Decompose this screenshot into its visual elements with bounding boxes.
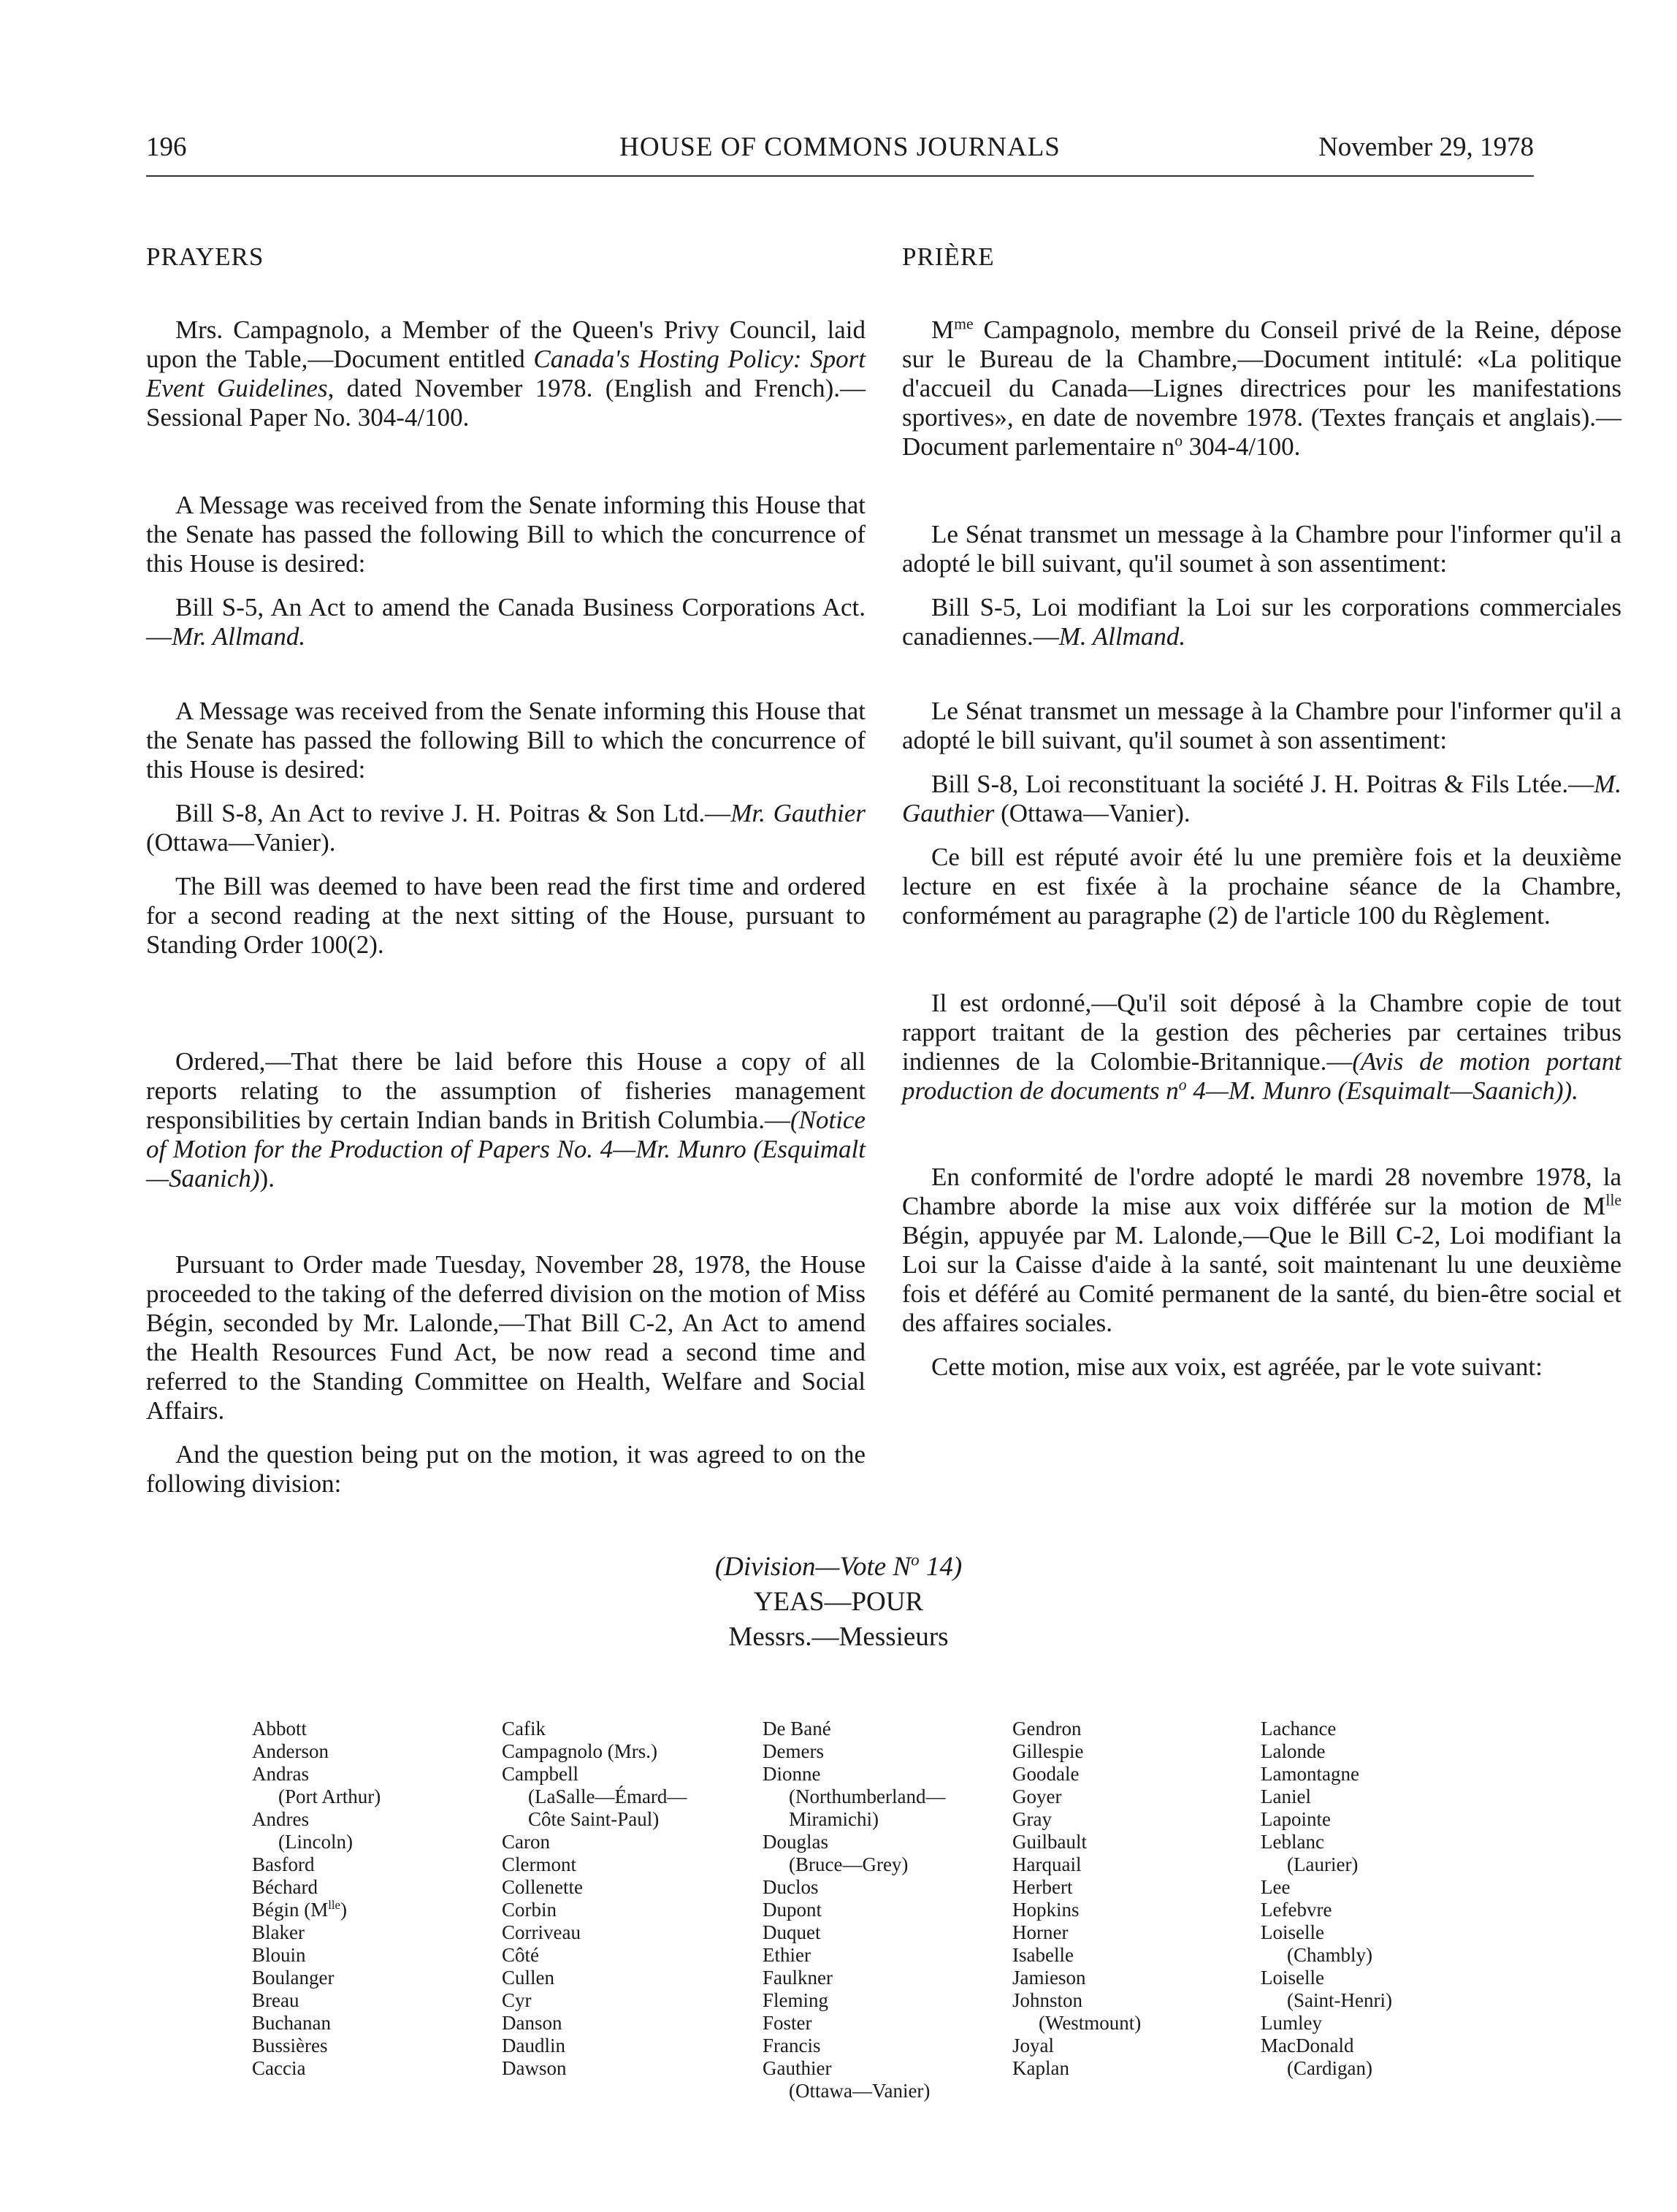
member-name: Laniel: [1261, 1786, 1311, 1807]
member-name: Gendron: [1012, 1718, 1082, 1740]
member-name: Andres: [252, 1808, 309, 1830]
member-riding: (Chambly): [1287, 1944, 1372, 1966]
names-column-3: [763, 1718, 945, 2102]
member-name: Andras: [252, 1763, 309, 1785]
member-name: Horner: [1012, 1921, 1069, 1943]
member-name: Duquet: [763, 1921, 821, 1943]
member-name: Herbert: [1012, 1876, 1073, 1898]
member-name: Goyer: [1012, 1786, 1062, 1807]
member-name: Francis: [763, 2035, 821, 2056]
journal-date: November 29, 1978: [1318, 132, 1534, 162]
english-column: [146, 0, 866, 1499]
member-name: Lapointe: [1261, 1808, 1331, 1830]
member-name: MacDonald: [1261, 2035, 1354, 2056]
member-riding: (Northumberland—: [789, 1786, 946, 1807]
member-name: Caron: [502, 1831, 550, 1853]
paragraph-senate-message-2: A Message was received from the Senate informing this House that the Senate has passed the following Bill to which the concurrence of this House is desired:: [146, 697, 866, 784]
member-riding: Côte Saint-Paul): [528, 1808, 660, 1830]
member-name: Duclos: [763, 1876, 819, 1898]
names-column-5: [1261, 1718, 1392, 2080]
member-name: Lumley: [1261, 2012, 1322, 2034]
member-name: Blouin: [252, 1944, 306, 1966]
member-name: Campbell: [502, 1763, 578, 1785]
member-name: Béchard: [252, 1876, 318, 1898]
member-name: Blaker: [252, 1921, 305, 1943]
member-riding: (Bruce—Grey): [789, 1853, 909, 1875]
page-number: 196: [146, 132, 187, 162]
member-name: Foster: [763, 2012, 812, 2034]
paragraph-bill-repute-lu: Ce bill est réputé avoir été lu une première fois et la deuxième lecture en est fixée à la prochaine séance de la Chambre, conformément au paragraphe (2) de l'article 100 du Règlement.: [902, 843, 1621, 930]
member-name: Gray: [1012, 1808, 1052, 1830]
member-name: Daudlin: [502, 2035, 565, 2056]
member-riding: (Cardigan): [1287, 2057, 1372, 2079]
member-name: Buchanan: [252, 2012, 331, 2034]
member-name: Faulkner: [763, 1967, 833, 1989]
member-name: Anderson: [252, 1740, 329, 1762]
member-name: Lalonde: [1261, 1740, 1326, 1762]
member-name: Joyal: [1012, 2035, 1054, 2056]
member-riding: Miramichi): [789, 1808, 879, 1830]
messrs-messieurs: Messrs.—Messieurs: [728, 1622, 949, 1652]
names-column-1: [252, 1718, 381, 2080]
paragraph-question-put: And the question being put on the motion, it was agreed to on the following division:: [146, 1440, 866, 1498]
member-name: Corbin: [502, 1899, 557, 1921]
paragraph-mise-aux-voix: En conformité de l'ordre adopté le mardi 28 novembre 1978, la Chambre aborde la mise aux voix différée sur la motion de $M^{lle}$ Bégin, appuyée par M. Lalonde,—Que le Bill C-2, Loi modifiant la Loi sur la Caisse d'aide à la santé, soit maintenant lu une deuxième fois et déféré au Comité permanent de la santé, du bien-être social et des affaires sociales.: [902, 1163, 1621, 1337]
member-name: Dupont: [763, 1899, 822, 1921]
division-heading: [0, 1550, 1677, 1655]
member-name: Isabelle: [1012, 1944, 1074, 1966]
member-name: Clermont: [502, 1853, 576, 1875]
member-name: Corriveau: [502, 1921, 581, 1943]
member-name: Abbott: [252, 1718, 307, 1740]
names-column-2: [502, 1718, 687, 2080]
member-name: Boulanger: [252, 1967, 335, 1989]
member-name: Campagnolo (Mrs.): [502, 1740, 657, 1762]
member-name: Breau: [252, 1989, 299, 2011]
paragraph-bill-s5-fr: Bill S-5, Loi modifiant la Loi sur les corporations commerciales canadiennes.—M. Allmand.: [902, 593, 1621, 651]
paragraph-document-parlementaire: $M^{me}$ Campagnolo, membre du Conseil privé de la Reine, dépose sur le Bureau de la Chambre,—Document intitulé: «La politique d'accueil du Canada—Lignes directrices pour les manifestations sportives», en date de novembre 1978. (Textes français et anglais).—Document parlementaire $n^o$ 304-4/100.: [902, 315, 1621, 461]
names-column-4: [1012, 1718, 1141, 2080]
member-name: Dionne: [763, 1763, 821, 1785]
paragraph-bill-s5: Bill S-5, An Act to amend the Canada Business Corporations Act.—Mr. Allmand.: [146, 593, 866, 651]
member-name: Cullen: [502, 1967, 554, 1989]
member-name: Lachance: [1261, 1718, 1337, 1740]
member-name: Lamontagne: [1261, 1763, 1359, 1785]
member-name: Hopkins: [1012, 1899, 1080, 1921]
member-riding: (Lincoln): [278, 1831, 353, 1853]
member-name: Loiselle: [1261, 1921, 1324, 1943]
paragraph-bill-s8-fr: Bill S-8, Loi reconstituant la société J. H. Poitras & Fils Ltée.—M. Gauthier (Ottawa—Vanier).: [902, 770, 1621, 827]
member-riding: (Saint-Henri): [1287, 1989, 1392, 2011]
member-name: Kaplan: [1012, 2057, 1069, 2079]
member-name: Johnston: [1012, 1989, 1083, 2011]
paragraph-deferred-division: Pursuant to Order made Tuesday, November 28, 1978, the House proceeded to the taking of the deferred division on the motion of Miss Bégin, seconded by Mr. Lalonde,—That Bill C-2, An Act to amend the Health Resources Fund Act, be now read a second time and referred to the Standing Committee on Health, Welfare and Social Affairs.: [146, 1250, 866, 1425]
paragraph-message-senat-1: Le Sénat transmet un message à la Chambre pour l'informer qu'il a adopté le bill suivant, qu'il soumet à son assentiment:: [902, 520, 1621, 578]
paragraph-vote-suivant: Cette motion, mise aux voix, est agréée, par le vote suivant:: [931, 1352, 1543, 1381]
paragraph-sessional-paper: Mrs. Campagnolo, a Member of the Queen's Privy Council, laid upon the Table,—Document entitled Canada's Hosting Policy: Sport Event Guidelines, dated November 1978. (English and French).—Sessional Paper No. 304-4/100.: [146, 315, 866, 432]
member-name: Demers: [763, 1740, 824, 1762]
member-name: Ethier: [763, 1944, 811, 1966]
division-vote-number: (Division—Vote $N^o$ 14): [714, 1550, 963, 1582]
member-name: Douglas: [763, 1831, 828, 1853]
member-name: Fleming: [763, 1989, 829, 2011]
member-riding: (Ottawa—Vanier): [789, 2080, 931, 2102]
member-name: Côté: [502, 1944, 539, 1966]
member-name: De Bané: [763, 1718, 831, 1740]
member-name: Bussières: [252, 2035, 328, 2056]
member-name: Lefebvre: [1261, 1899, 1332, 1921]
prayers-heading: PRAYERS: [146, 242, 264, 271]
member-riding: (Laurier): [1287, 1853, 1359, 1875]
french-column: [902, 0, 1621, 1382]
member-name: Gauthier: [763, 2057, 832, 2079]
member-name: Caccia: [252, 2057, 306, 2079]
member-name: Cyr: [502, 1989, 532, 2011]
member-name: Loiselle: [1261, 1967, 1324, 1989]
priere-heading: PRIÈRE: [902, 242, 995, 271]
paragraph-bill-deemed-read: The Bill was deemed to have been read the first time and ordered for a second reading at the next sitting of the House, pursuant to Standing Order 100(2).: [146, 872, 866, 959]
member-riding: (Westmount): [1039, 2012, 1142, 2034]
member-riding: (LaSalle—Émard—: [528, 1786, 687, 1807]
member-name: Danson: [502, 2012, 562, 2034]
paragraph-message-senat-2: Le Sénat transmet un message à la Chambre pour l'informer qu'il a adopté le bill suivant, qu'il soumet à son assentiment:: [902, 697, 1621, 754]
member-name: Cafik: [502, 1718, 546, 1740]
paragraph-bill-s8: Bill S-8, An Act to revive J. H. Poitras & Son Ltd.—Mr. Gauthier (Ottawa—Vanier).: [146, 799, 866, 857]
member-name: Basford: [252, 1853, 315, 1875]
member-name: Collenette: [502, 1876, 583, 1898]
member-name: Harquail: [1012, 1853, 1082, 1875]
member-name: Guilbault: [1012, 1831, 1087, 1853]
member-name: Jamieson: [1012, 1967, 1086, 1989]
member-name: Goodale: [1012, 1763, 1080, 1785]
member-name: Lee: [1261, 1876, 1291, 1898]
member-name: Gillespie: [1012, 1740, 1084, 1762]
paragraph-senate-message-1: A Message was received from the Senate informing this House that the Senate has passed the following Bill to which the concurrence of this House is desired:: [146, 491, 866, 578]
paragraph-ordered: Ordered,—That there be laid before this House a copy of all reports relating to the assumption of fisheries management responsibilities by certain Indian bands in British Columbia.—(Notice of Motion for the Production of Papers No. 4—Mr. Munro (Esquimalt—Saanich)).: [146, 1047, 866, 1193]
member-riding: (Port Arthur): [278, 1786, 381, 1807]
yeas-pour: YEAS—POUR: [753, 1587, 924, 1617]
paragraph-il-est-ordonne: Il est ordonné,—Qu'il soit déposé à la Chambre copie de tout rapport traitant de la gestion des pêcheries par certaines tribus indiennes de la Colombie-Britannique.—(Avis de motion portant production de documents $n^o$ 4—M. Munro (Esquimalt—Saanich)).: [902, 989, 1621, 1105]
member-name: Bégin $(M^{lle})$: [252, 1898, 347, 1921]
journal-title: HOUSE OF COMMONS JOURNALS: [619, 132, 1061, 162]
member-name: Leblanc: [1261, 1831, 1324, 1853]
member-name: Dawson: [502, 2057, 567, 2079]
